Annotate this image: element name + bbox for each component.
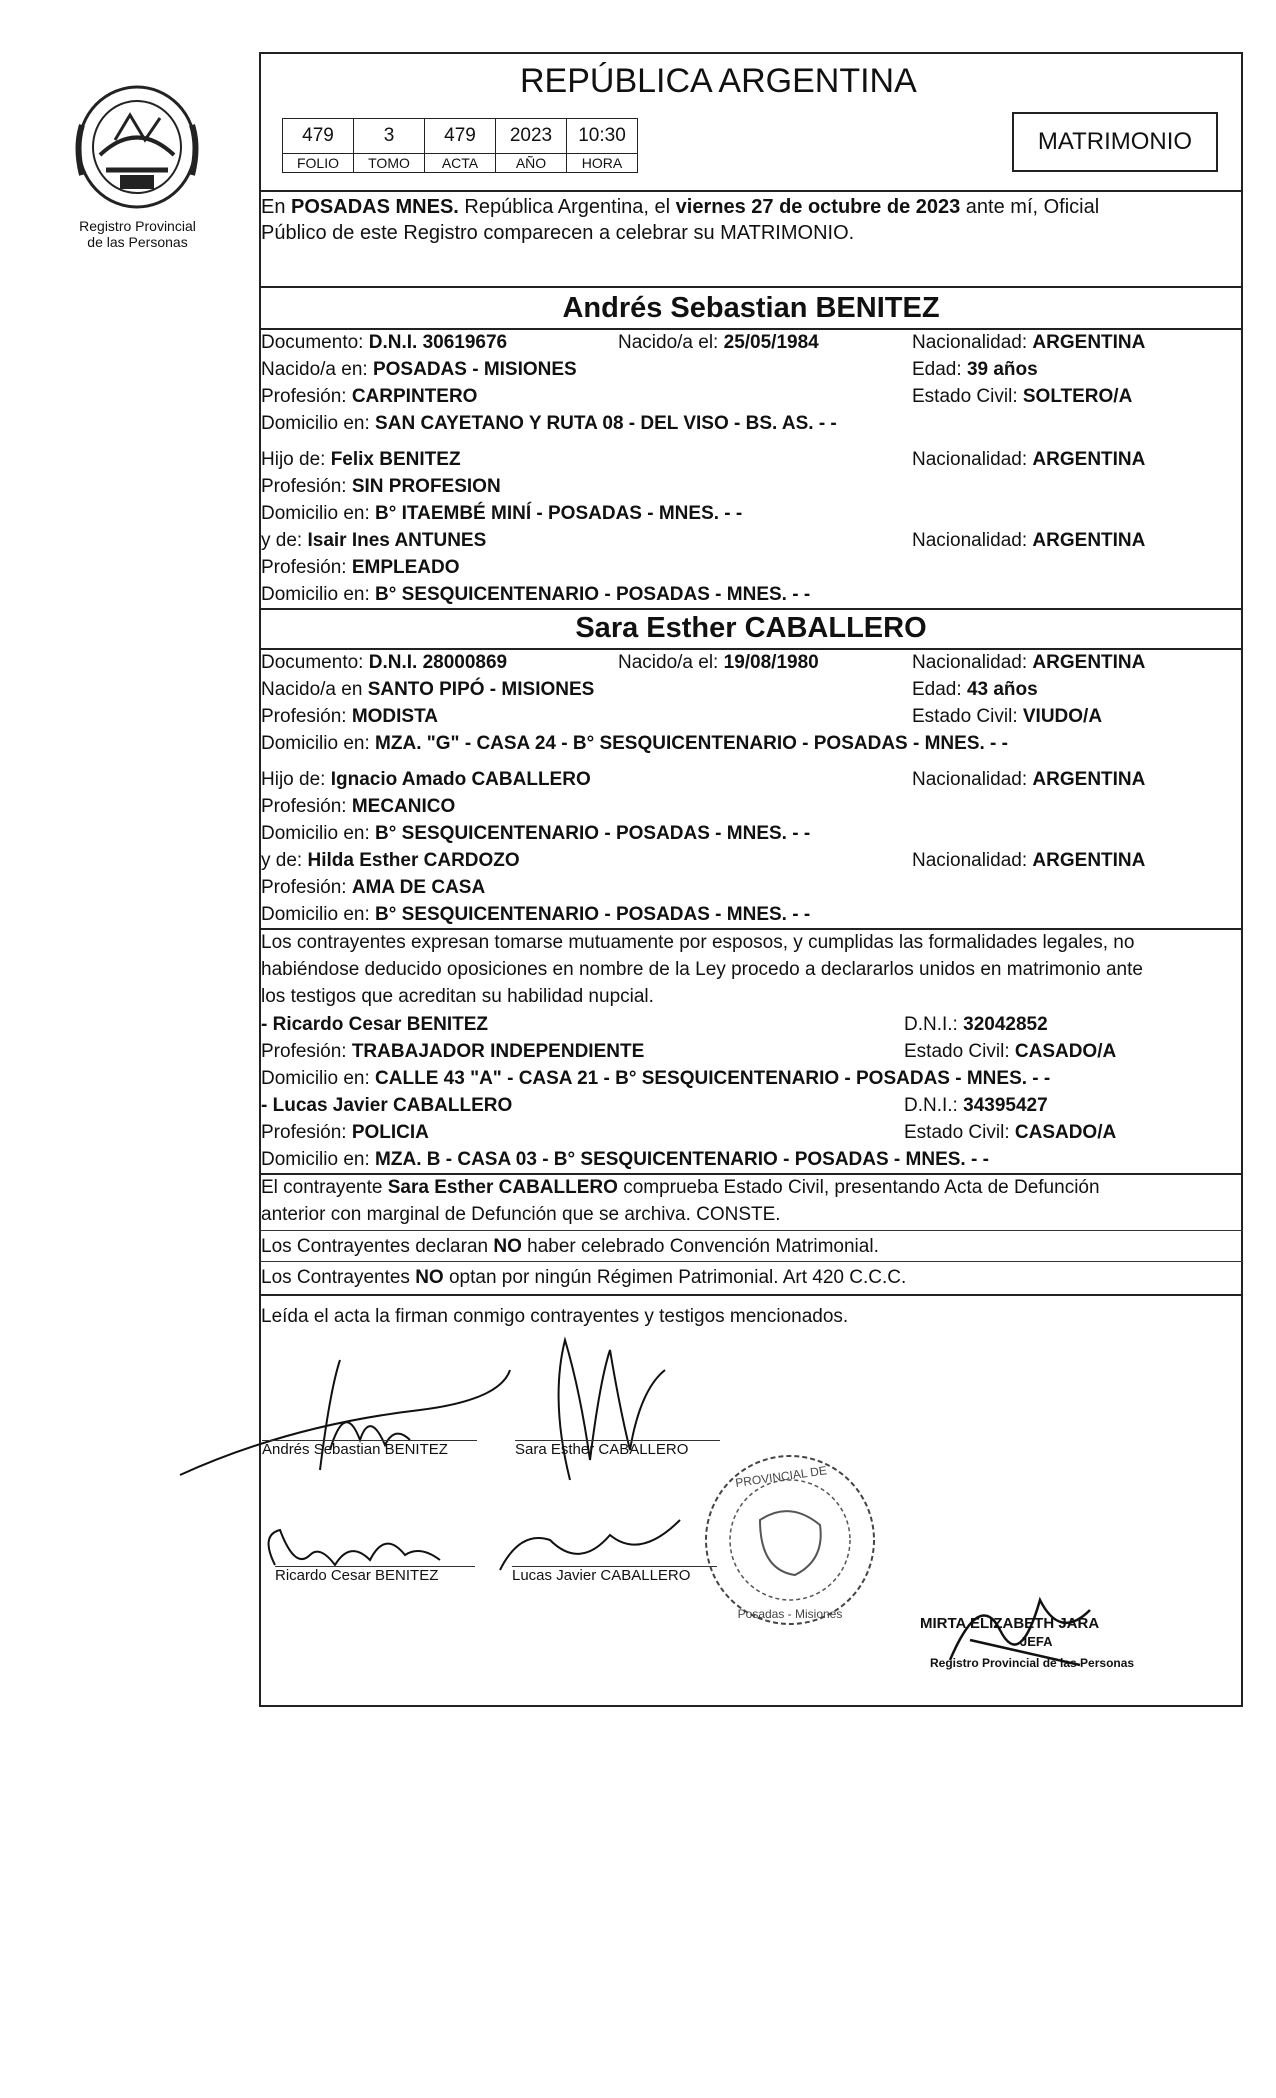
spouse2-mother-address: Domicilio en: B° SESQUICENTENARIO - POSADAS - MNES. - - <box>261 904 811 925</box>
spouse2-profession: Profesión: MODISTA <box>261 706 439 727</box>
spouse1-mother-address: Domicilio en: B° SESQUICENTENARIO - POSADAS - MNES. - - <box>261 584 811 605</box>
spouse2-civil-status: Estado Civil: VIUDO/A <box>912 706 1103 727</box>
svg-text:PROVINCIAL DE: PROVINCIAL DE <box>734 1463 828 1490</box>
intro-line-2: Público de este Registro comparecen a celebrar su MATRIMONIO. <box>261 222 855 244</box>
handwritten-signatures <box>170 1330 730 1600</box>
folio-value: 479 <box>283 119 354 154</box>
spouse1-document: Documento: D.N.I. 30619676 <box>261 332 508 353</box>
witness2-profession: Profesión: POLICIA <box>261 1122 429 1143</box>
spouse1-father-nationality: Nacionalidad: ARGENTINA <box>912 449 1146 470</box>
spouse2-father-profession: Profesión: MECANICO <box>261 796 456 817</box>
witness1-profession: Profesión: TRABAJADOR INDEPENDIENTE <box>261 1041 645 1062</box>
folio-label: FOLIO <box>283 154 354 173</box>
spouse1-name: Andrés Sebastian BENITEZ <box>562 292 940 324</box>
spouse2-father-address: Domicilio en: B° SESQUICENTENARIO - POSADAS - MNES. - - <box>261 823 811 844</box>
svg-text:Posadas - Misiones: Posadas - Misiones <box>737 1607 843 1621</box>
official-round-stamp <box>700 1450 880 1630</box>
acta-value: 479 <box>425 119 496 154</box>
convention-line: Los Contrayentes declaran NO haber celebrado Convención Matrimonial. <box>261 1236 879 1257</box>
tomo-value: 3 <box>354 119 425 154</box>
registry-name-line1: Registro Provincial <box>79 218 196 234</box>
spouse2-document: Documento: D.N.I. 28000869 <box>261 652 508 673</box>
act-numbers-table <box>282 118 638 173</box>
spouse2-name: Sara Esther CABALLERO <box>575 612 927 644</box>
spouse1-birth-date: Nacido/a el: 25/05/1984 <box>618 332 819 353</box>
official-organization: Registro Provincial de las Personas <box>930 1656 1135 1670</box>
signature-label-spouse2: Sara Esther CABALLERO <box>515 1441 689 1458</box>
declaration-line-1: Los contrayentes expresan tomarse mutuamente por esposos, y cumplidas las formalidades legales, no <box>261 932 1135 953</box>
declaration-line-2: habiéndose deducido oposiciones en nombre de la Ley procedo a declararlos unidos en matrimonio ante <box>261 959 1143 980</box>
spouse2-age: Edad: 43 años <box>912 679 1038 700</box>
spouse1-father-profession: Profesión: SIN PROFESION <box>261 476 501 497</box>
registry-name-line2: de las Personas <box>87 234 188 250</box>
signature-label-witness1: Ricardo Cesar BENITEZ <box>275 1567 439 1584</box>
civil-note-line-1: El contrayente Sara Esther CABALLERO comprueba Estado Civil, presentando Acta de Defunción <box>261 1177 1100 1198</box>
witness1-address: Domicilio en: CALLE 43 "A" - CASA 21 - B° SESQUICENTENARIO - POSADAS - MNES. - - <box>261 1068 1051 1089</box>
ano-value: 2023 <box>496 119 567 154</box>
witness2-name: - Lucas Javier CABALLERO <box>261 1095 513 1116</box>
spouse2-mother: y de: Hilda Esther CARDOZO <box>261 850 520 871</box>
spouse1-nationality: Nacionalidad: ARGENTINA <box>912 332 1146 353</box>
declaration-line-3: los testigos que acreditan su habilidad nupcial. <box>261 986 654 1007</box>
official-name: MIRTA ELIZABETH JARA <box>920 1615 1100 1632</box>
spouse1-mother-nationality: Nacionalidad: ARGENTINA <box>912 530 1146 551</box>
witness1-dni: D.N.I.: 32042852 <box>904 1014 1048 1035</box>
spouse1-mother-profession: Profesión: EMPLEADO <box>261 557 460 578</box>
spouse2-mother-profession: Profesión: AMA DE CASA <box>261 877 486 898</box>
act-type-box <box>1012 112 1218 172</box>
tomo-label: TOMO <box>354 154 425 173</box>
witness1-civil-status: Estado Civil: CASADO/A <box>904 1041 1117 1062</box>
spouse2-birthplace: Nacido/a en SANTO PIPÓ - MISIONES <box>261 679 595 700</box>
spouse1-address: Domicilio en: SAN CAYETANO Y RUTA 08 - DEL VISO - BS. AS. - - <box>261 413 837 434</box>
spouse2-birth-date: Nacido/a el: 19/08/1980 <box>618 652 819 673</box>
hora-label: HORA <box>567 154 638 173</box>
witness1-name: - Ricardo Cesar BENITEZ <box>261 1014 488 1035</box>
signature-label-witness2: Lucas Javier CABALLERO <box>512 1567 691 1584</box>
spouse1-father-address: Domicilio en: B° ITAEMBÉ MINÍ - POSADAS - MNES. - - <box>261 503 743 524</box>
spouse1-age: Edad: 39 años <box>912 359 1038 380</box>
acta-label: ACTA <box>425 154 496 173</box>
spouse2-father-nationality: Nacionalidad: ARGENTINA <box>912 769 1146 790</box>
spouse1-profession: Profesión: CARPINTERO <box>261 386 478 407</box>
signature-label-spouse1: Andrés Sebastian BENITEZ <box>262 1441 448 1458</box>
official-title: JEFA <box>1020 1634 1053 1649</box>
spouse2-address: Domicilio en: MZA. "G" - CASA 24 - B° SESQUICENTENARIO - POSADAS - MNES. - - <box>261 733 1008 754</box>
spouse1-civil-status: Estado Civil: SOLTERO/A <box>912 386 1133 407</box>
spouse1-father: Hijo de: Felix BENITEZ <box>261 449 461 470</box>
hora-value: 10:30 <box>567 119 638 154</box>
spouse2-mother-nationality: Nacionalidad: ARGENTINA <box>912 850 1146 871</box>
witness2-dni: D.N.I.: 34395427 <box>904 1095 1048 1116</box>
spouse2-nationality: Nacionalidad: ARGENTINA <box>912 652 1146 673</box>
spouse1-mother: y de: Isair Ines ANTUNES <box>261 530 487 551</box>
closing-line: Leída el acta la firman conmigo contrayentes y testigos mencionados. <box>261 1306 849 1327</box>
civil-note-line-2: anterior con marginal de Defunción que se archiva. CONSTE. <box>261 1204 781 1225</box>
provincial-seal-logo <box>70 80 205 215</box>
intro-line-1: En POSADAS MNES. República Argentina, el viernes 27 de octubre de 2023 ante mí, Oficial <box>261 196 1100 218</box>
witness2-civil-status: Estado Civil: CASADO/A <box>904 1122 1117 1143</box>
act-type: MATRIMONIO <box>1037 128 1193 155</box>
spouse1-birthplace: Nacido/a en: POSADAS - MISIONES <box>261 359 577 380</box>
ano-label: AÑO <box>496 154 567 173</box>
regime-line: Los Contrayentes NO optan por ningún Régimen Patrimonial. Art 420 C.C.C. <box>261 1267 907 1288</box>
witness2-address: Domicilio en: MZA. B - CASA 03 - B° SESQUICENTENARIO - POSADAS - MNES. - - <box>261 1149 989 1170</box>
spouse2-father: Hijo de: Ignacio Amado CABALLERO <box>261 769 591 790</box>
country-title: REPÚBLICA ARGENTINA <box>520 62 917 100</box>
